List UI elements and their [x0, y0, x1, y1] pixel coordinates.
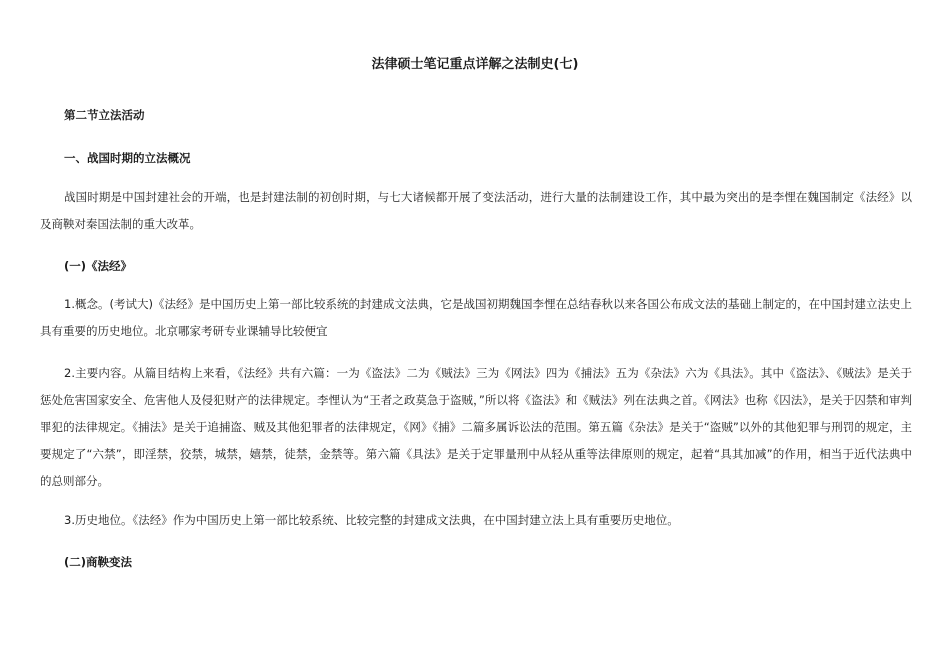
- intro-paragraph: 战国时期是中国封建社会的开端，也是封建法制的初创时期，与七大诸候都开展了变法活动，进行大量的法制建设工作，其中最为突出的是李悝在魏国制定《法经》以及商鞅对秦国法制的重大改革。: [40, 190, 912, 231]
- concept-paragraph: 1.概念。(考试大)《法经》是中国历史上第一部比较系统的封建成文法典，它是战国初期魏国李悝在总结春秋以来各国公布成文法的基础上制定的，在中国封建立法史上具有重要的历史地位。北京哪家考研专业课辅导比较便宜: [40, 297, 912, 338]
- history-paragraph: 3.历史地位。《法经》作为中国历史上第一部比较系统、比较完整的封建成文法典，在中国封建立法上具有重要历史地位。: [64, 513, 679, 527]
- section-heading: 第二节立法活动: [64, 108, 145, 122]
- content-paragraph: 2.主要内容。从篇目结构上来看，《法经》共有六篇：一为《盗法》二为《贼法》三为《网法》四为《捕法》五为《杂法》六为《具法》。其中《盗法》、《贼法》是关于惩处危害国家安全、危害他人及侵犯财产的法律规定。李悝认为“王者之政莫急于盗贼，”所以将《盗法》和《贼法》列在法典之首。《网法》也称《囚法》，是关于囚禁和审判罪犯的法律规定。《捕法》是关于追捕盗、贼及其他犯罪者的法律规定，《网》《捕》二篇多属诉讼法的范围。第五篇《杂法》是关于“盗贼”以外的其他犯罪与刑罚的规定，主要规定了“六禁”，即淫禁，狡禁，城禁，嬉禁，徒禁，金禁等。第六篇《具法》是关于定罪量刑中从轻从重等法律原则的规定，起着“具其加减”的作用，相当于近代法典中的总则部分。: [40, 366, 912, 488]
- subsection-heading: 一、战国时期的立法概况: [64, 151, 191, 165]
- document-title: 法律硕士笔记重点详解之法制史(七): [371, 57, 579, 72]
- fajing-heading: (一)《法经》: [64, 259, 133, 273]
- shangyang-heading: (二)商鞅变法: [64, 555, 133, 569]
